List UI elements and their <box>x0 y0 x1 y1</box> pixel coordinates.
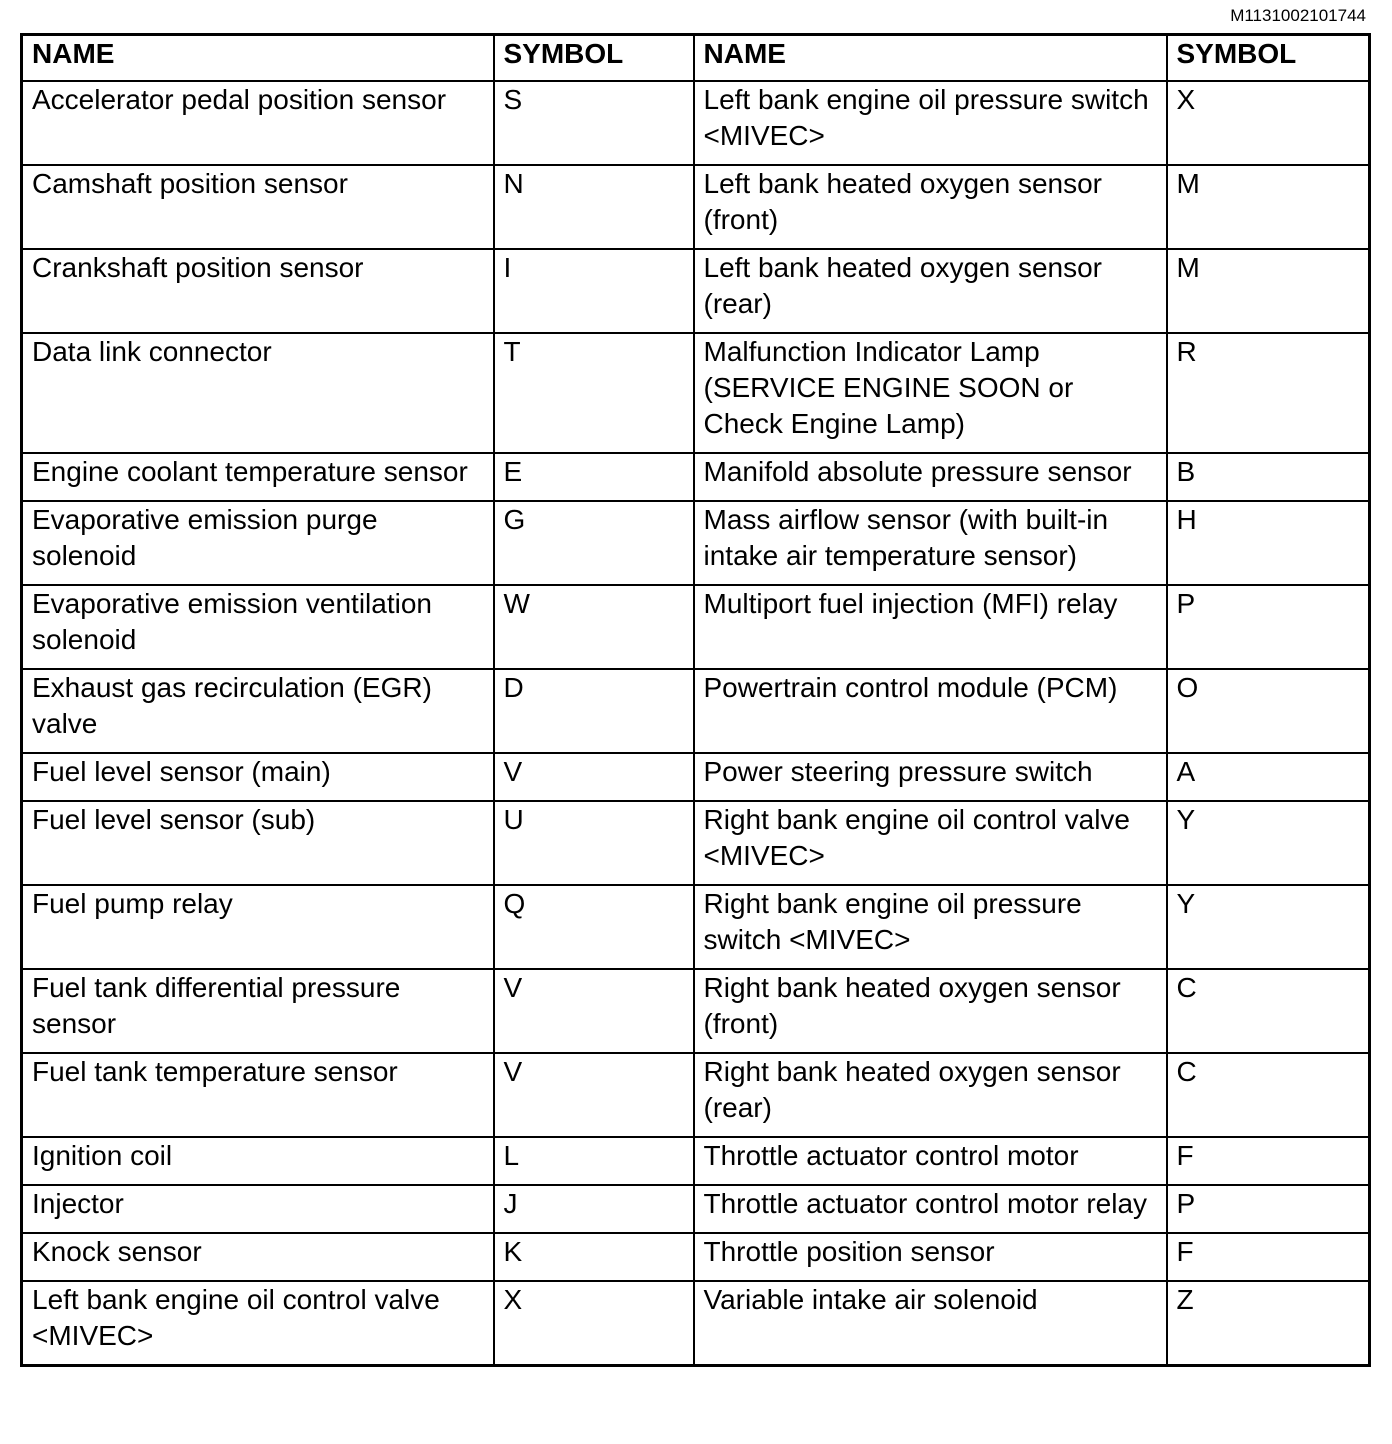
component-name-left: Ignition coil <box>22 1137 494 1185</box>
header-row <box>22 35 1370 82</box>
component-name-right: Malfunction Indicator Lamp (SERVICE ENGINE SOON or Check Engine Lamp) <box>694 333 1167 453</box>
component-symbol-left: L <box>494 1137 694 1185</box>
component-name-left: Fuel level sensor (sub) <box>22 801 494 885</box>
component-name-right: Variable intake air solenoid <box>694 1281 1167 1366</box>
table-row <box>22 81 1370 165</box>
component-name-left: Engine coolant temperature sensor <box>22 453 494 501</box>
component-symbol-left: T <box>494 333 694 453</box>
component-name-left: Fuel level sensor (main) <box>22 753 494 801</box>
component-symbol-right: M <box>1167 165 1370 249</box>
component-symbol-left: K <box>494 1233 694 1281</box>
table-row <box>22 333 1370 453</box>
component-name-left: Exhaust gas recirculation (EGR) valve <box>22 669 494 753</box>
component-symbol-right: X <box>1167 81 1370 165</box>
table-row <box>22 501 1370 585</box>
component-symbol-left: G <box>494 501 694 585</box>
component-name-left: Crankshaft position sensor <box>22 249 494 333</box>
table-row <box>22 753 1370 801</box>
component-name-right: Throttle position sensor <box>694 1233 1167 1281</box>
component-symbol-table <box>20 33 1371 1367</box>
table-row <box>22 453 1370 501</box>
table-row <box>22 669 1370 753</box>
table-row <box>22 801 1370 885</box>
component-symbol-left: I <box>494 249 694 333</box>
component-name-left: Camshaft position sensor <box>22 165 494 249</box>
component-symbol-right: O <box>1167 669 1370 753</box>
table-row <box>22 1137 1370 1185</box>
component-symbol-right: H <box>1167 501 1370 585</box>
table-row <box>22 885 1370 969</box>
component-symbol-right: C <box>1167 969 1370 1053</box>
component-name-left: Evaporative emission ventilation solenoid <box>22 585 494 669</box>
table-row <box>22 1185 1370 1233</box>
component-name-right: Left bank heated oxygen sensor (rear) <box>694 249 1167 333</box>
component-name-right: Left bank engine oil pressure switch <MIVEC> <box>694 81 1167 165</box>
component-name-right: Right bank engine oil control valve <MIVEC> <box>694 801 1167 885</box>
component-name-left: Accelerator pedal position sensor <box>22 81 494 165</box>
table-row <box>22 1233 1370 1281</box>
component-symbol-right: A <box>1167 753 1370 801</box>
component-symbol-right: Y <box>1167 885 1370 969</box>
component-name-right: Right bank heated oxygen sensor (rear) <box>694 1053 1167 1137</box>
component-name-left: Data link connector <box>22 333 494 453</box>
component-name-left: Evaporative emission purge solenoid <box>22 501 494 585</box>
component-symbol-right: B <box>1167 453 1370 501</box>
component-symbol-right: M <box>1167 249 1370 333</box>
header-symbol-left: SYMBOL <box>494 35 694 82</box>
component-symbol-right: Z <box>1167 1281 1370 1366</box>
component-symbol-right: F <box>1167 1233 1370 1281</box>
table-row <box>22 165 1370 249</box>
table-row <box>22 1053 1370 1137</box>
component-symbol-right: P <box>1167 1185 1370 1233</box>
component-symbol-right: P <box>1167 585 1370 669</box>
component-symbol-right: C <box>1167 1053 1370 1137</box>
component-symbol-left: J <box>494 1185 694 1233</box>
component-name-left: Injector <box>22 1185 494 1233</box>
component-name-right: Left bank heated oxygen sensor (front) <box>694 165 1167 249</box>
component-symbol-left: E <box>494 453 694 501</box>
component-symbol-left: W <box>494 585 694 669</box>
component-symbol-left: U <box>494 801 694 885</box>
document-id: M1131002101744 <box>1230 6 1366 25</box>
component-name-right: Mass airflow sensor (with built-in intake air temperature sensor) <box>694 501 1167 585</box>
table-row <box>22 1281 1370 1366</box>
component-name-right: Manifold absolute pressure sensor <box>694 453 1167 501</box>
component-symbol-left: V <box>494 969 694 1053</box>
component-name-right: Right bank engine oil pressure switch <MIVEC> <box>694 885 1167 969</box>
component-symbol-left: X <box>494 1281 694 1366</box>
component-name-right: Power steering pressure switch <box>694 753 1167 801</box>
component-name-left: Fuel tank differential pressure sensor <box>22 969 494 1053</box>
component-name-right: Multiport fuel injection (MFI) relay <box>694 585 1167 669</box>
component-name-right: Powertrain control module (PCM) <box>694 669 1167 753</box>
component-name-right: Right bank heated oxygen sensor (front) <box>694 969 1167 1053</box>
table-row <box>22 249 1370 333</box>
header-symbol-right: SYMBOL <box>1167 35 1370 82</box>
table-row <box>22 585 1370 669</box>
component-name-left: Fuel tank temperature sensor <box>22 1053 494 1137</box>
header-name-left: NAME <box>22 35 494 82</box>
component-symbol-right: F <box>1167 1137 1370 1185</box>
component-symbol-left: N <box>494 165 694 249</box>
component-name-left: Left bank engine oil control valve <MIVEC> <box>22 1281 494 1366</box>
component-symbol-left: D <box>494 669 694 753</box>
header-name-right: NAME <box>694 35 1167 82</box>
component-name-left: Knock sensor <box>22 1233 494 1281</box>
table-body <box>22 81 1370 1366</box>
component-name-right: Throttle actuator control motor relay <box>694 1185 1167 1233</box>
component-symbol-left: Q <box>494 885 694 969</box>
component-symbol-left: V <box>494 753 694 801</box>
component-symbol-left: V <box>494 1053 694 1137</box>
component-name-left: Fuel pump relay <box>22 885 494 969</box>
component-name-right: Throttle actuator control motor <box>694 1137 1167 1185</box>
component-symbol-right: R <box>1167 333 1370 453</box>
component-symbol-right: Y <box>1167 801 1370 885</box>
component-symbol-left: S <box>494 81 694 165</box>
table-row <box>22 969 1370 1053</box>
